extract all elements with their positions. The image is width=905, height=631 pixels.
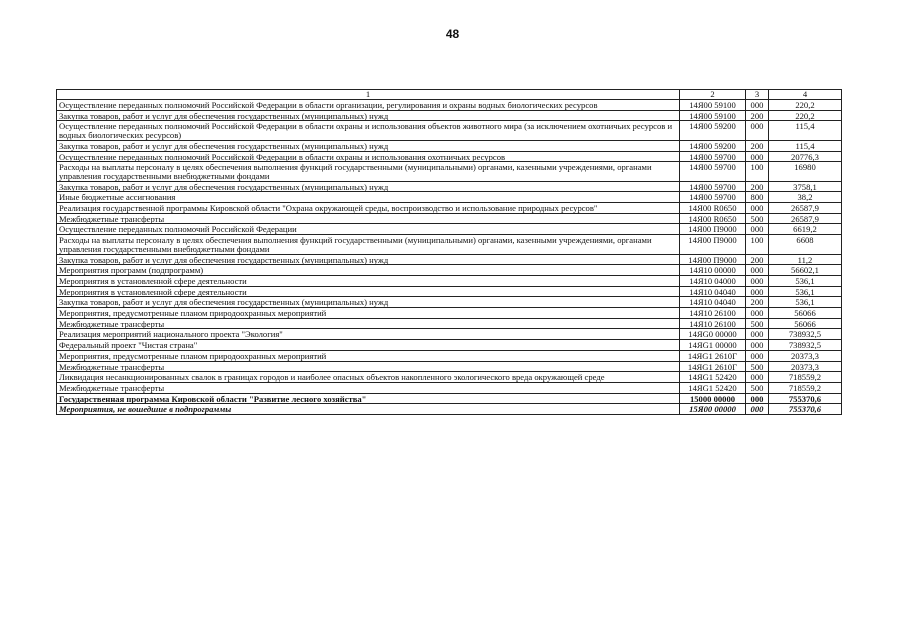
row-code: 14Я10 04040 (680, 297, 746, 308)
table-row (57, 235, 842, 254)
table-row (57, 318, 842, 329)
row-code: 14Я00 59700 (680, 151, 746, 162)
row-name: Закупка товаров, работ и услуг для обеспечения государственных (муниципальных) нужд (57, 140, 680, 151)
row-name: Осуществление переданных полномочий Российской Федерации в области организации, регулирования и охраны водных биологических ресурсов (57, 100, 680, 111)
row-amount: 6608 (769, 235, 842, 254)
row-amount: 16980 (769, 162, 842, 181)
table-row (57, 297, 842, 308)
table-row (57, 350, 842, 361)
table-row (57, 361, 842, 372)
row-group: 500 (746, 382, 769, 393)
row-group: 000 (746, 151, 769, 162)
table-row (57, 329, 842, 340)
row-name: Мероприятия, предусмотренные планом природоохранных мероприятий (57, 308, 680, 319)
row-name: Реализация государственной программы Кировской области "Охрана окружающей среды, воспроизводство и использование природных ресурсов" (57, 203, 680, 214)
row-code: 14Я10 04040 (680, 286, 746, 297)
row-code: 14Я00 59100 (680, 110, 746, 121)
row-group: 000 (746, 265, 769, 276)
row-amount: 20373,3 (769, 350, 842, 361)
row-amount: 536,1 (769, 297, 842, 308)
row-group: 500 (746, 361, 769, 372)
row-code: 14Я00 59200 (680, 140, 746, 151)
row-group: 200 (746, 254, 769, 265)
row-name: Межбюджетные трансферты (57, 318, 680, 329)
row-amount: 738932,5 (769, 340, 842, 351)
row-amount: 3758,1 (769, 181, 842, 192)
row-group: 100 (746, 235, 769, 254)
row-group: 500 (746, 213, 769, 224)
row-amount: 220,2 (769, 110, 842, 121)
row-name: Расходы на выплаты персоналу в целях обеспечения выполнения функций государственными (муниципальными) органами, казенными учреждениями, органами управления государственными внебюджетными фондами (57, 162, 680, 181)
row-amount: 20373,3 (769, 361, 842, 372)
row-name: Закупка товаров, работ и услуг для обеспечения государственных (муниципальных) нужд (57, 110, 680, 121)
column-header-code: 2 (680, 90, 746, 100)
row-group: 000 (746, 393, 769, 404)
row-name: Мероприятия в установленной сфере деятельности (57, 275, 680, 286)
row-code: 14Я00 R0650 (680, 203, 746, 214)
row-group: 000 (746, 308, 769, 319)
row-name: Ликвидация несанкционированных свалок в границах городов и наиболее опасных объектов накопленного экологического вреда окружающей среде (57, 372, 680, 383)
column-header-name: 1 (57, 90, 680, 100)
row-name: Закупка товаров, работ и услуг для обеспечения государственных (муниципальных) нужд (57, 181, 680, 192)
row-amount: 755370,6 (769, 393, 842, 404)
table-row (57, 110, 842, 121)
row-code: 14Я10 04000 (680, 275, 746, 286)
row-amount: 56066 (769, 318, 842, 329)
row-amount: 718559,2 (769, 382, 842, 393)
row-code: 14Я00 59700 (680, 162, 746, 181)
row-group: 000 (746, 203, 769, 214)
row-name: Осуществление переданных полномочий Российской Федерации (57, 224, 680, 235)
table-row (57, 382, 842, 393)
row-group: 200 (746, 140, 769, 151)
row-amount: 20776,3 (769, 151, 842, 162)
table-row (57, 162, 842, 181)
row-code: 14Я10 26100 (680, 308, 746, 319)
row-group: 000 (746, 350, 769, 361)
row-name: Мероприятия, предусмотренные планом природоохранных мероприятий (57, 350, 680, 361)
row-amount: 220,2 (769, 100, 842, 111)
table-row (57, 275, 842, 286)
row-name: Иные бюджетные ассигнования (57, 192, 680, 203)
row-group: 000 (746, 100, 769, 111)
row-code: 14ЯG1 2610Г (680, 361, 746, 372)
table-row (57, 340, 842, 351)
row-name: Федеральный проект "Чистая страна" (57, 340, 680, 351)
row-amount: 718559,2 (769, 372, 842, 383)
table-row (57, 213, 842, 224)
row-group: 000 (746, 121, 769, 140)
table-row (57, 192, 842, 203)
row-amount: 115,4 (769, 140, 842, 151)
table-row (57, 308, 842, 319)
table-row (57, 265, 842, 276)
row-group: 000 (746, 286, 769, 297)
row-code: 14Я00 R0650 (680, 213, 746, 224)
table-row (57, 286, 842, 297)
row-name: Закупка товаров, работ и услуг для обеспечения государственных (муниципальных) нужд (57, 254, 680, 265)
table-row (57, 393, 842, 404)
row-amount: 56066 (769, 308, 842, 319)
row-amount: 536,1 (769, 286, 842, 297)
row-group: 100 (746, 162, 769, 181)
row-amount: 26587,9 (769, 203, 842, 214)
row-amount: 38,2 (769, 192, 842, 203)
row-name: Государственная программа Кировской области "Развитие лесного хозяйства" (57, 393, 680, 404)
row-name: Мероприятия в установленной сфере деятельности (57, 286, 680, 297)
table-row (57, 140, 842, 151)
row-name: Осуществление переданных полномочий Российской Федерации в области охраны и использования объектов животного мира (за исключением охотничьих ресурсов и водных биологических ресурсов) (57, 121, 680, 140)
row-group: 800 (746, 192, 769, 203)
row-code: 14Я00 59100 (680, 100, 746, 111)
table-row (57, 121, 842, 140)
row-group: 000 (746, 329, 769, 340)
row-code: 14Я10 26100 (680, 318, 746, 329)
row-name: Расходы на выплаты персоналу в целях обеспечения выполнения функций государственными (муниципальными) органами, казенными учреждениями, органами управления государственными внебюджетными фондами (57, 235, 680, 254)
table-header-row (57, 90, 842, 100)
row-code: 15Я00 00000 (680, 404, 746, 415)
row-code: 14Я00 П9000 (680, 235, 746, 254)
row-name: Осуществление переданных полномочий Российской Федерации в области охраны и использования охотничьих ресурсов (57, 151, 680, 162)
row-group: 000 (746, 224, 769, 235)
budget-table (56, 89, 842, 415)
row-code: 14Я00 59700 (680, 192, 746, 203)
row-name: Мероприятия, не вошедшие в подпрограммы (57, 404, 680, 415)
row-group: 200 (746, 181, 769, 192)
row-group: 200 (746, 110, 769, 121)
table-row (57, 203, 842, 214)
row-amount: 738932,5 (769, 329, 842, 340)
row-amount: 11,2 (769, 254, 842, 265)
row-code: 14Я00 59700 (680, 181, 746, 192)
page-number: 48 (445, 27, 460, 41)
row-amount: 115,4 (769, 121, 842, 140)
row-code: 14ЯG1 00000 (680, 340, 746, 351)
column-header-amount: 4 (769, 90, 842, 100)
row-amount: 6619,2 (769, 224, 842, 235)
row-amount: 26587,9 (769, 213, 842, 224)
row-name: Закупка товаров, работ и услуг для обеспечения государственных (муниципальных) нужд (57, 297, 680, 308)
table-row (57, 372, 842, 383)
table-row (57, 100, 842, 111)
row-amount: 536,1 (769, 275, 842, 286)
row-code: 14ЯG0 00000 (680, 329, 746, 340)
row-name: Межбюджетные трансферты (57, 213, 680, 224)
row-name: Реализация мероприятий национального проекта "Экология" (57, 329, 680, 340)
table-row (57, 151, 842, 162)
row-code: 15000 00000 (680, 393, 746, 404)
row-group: 000 (746, 340, 769, 351)
row-code: 14Я10 00000 (680, 265, 746, 276)
row-name: Межбюджетные трансферты (57, 361, 680, 372)
row-code: 14ЯG1 52420 (680, 382, 746, 393)
table-row (57, 404, 842, 415)
column-header-group: 3 (746, 90, 769, 100)
row-name: Межбюджетные трансферты (57, 382, 680, 393)
table-row (57, 254, 842, 265)
row-name: Мероприятия программ (подпрограмм) (57, 265, 680, 276)
row-group: 500 (746, 318, 769, 329)
row-group: 000 (746, 275, 769, 286)
row-group: 000 (746, 372, 769, 383)
row-amount: 755370,6 (769, 404, 842, 415)
row-code: 14Я00 59200 (680, 121, 746, 140)
row-code: 14Я00 П9000 (680, 254, 746, 265)
row-code: 14Я00 П9000 (680, 224, 746, 235)
row-code: 14ЯG1 52420 (680, 372, 746, 383)
row-group: 000 (746, 404, 769, 415)
row-group: 200 (746, 297, 769, 308)
row-amount: 56602,1 (769, 265, 842, 276)
table-row (57, 224, 842, 235)
row-code: 14ЯG1 2610Г (680, 350, 746, 361)
table-row (57, 181, 842, 192)
